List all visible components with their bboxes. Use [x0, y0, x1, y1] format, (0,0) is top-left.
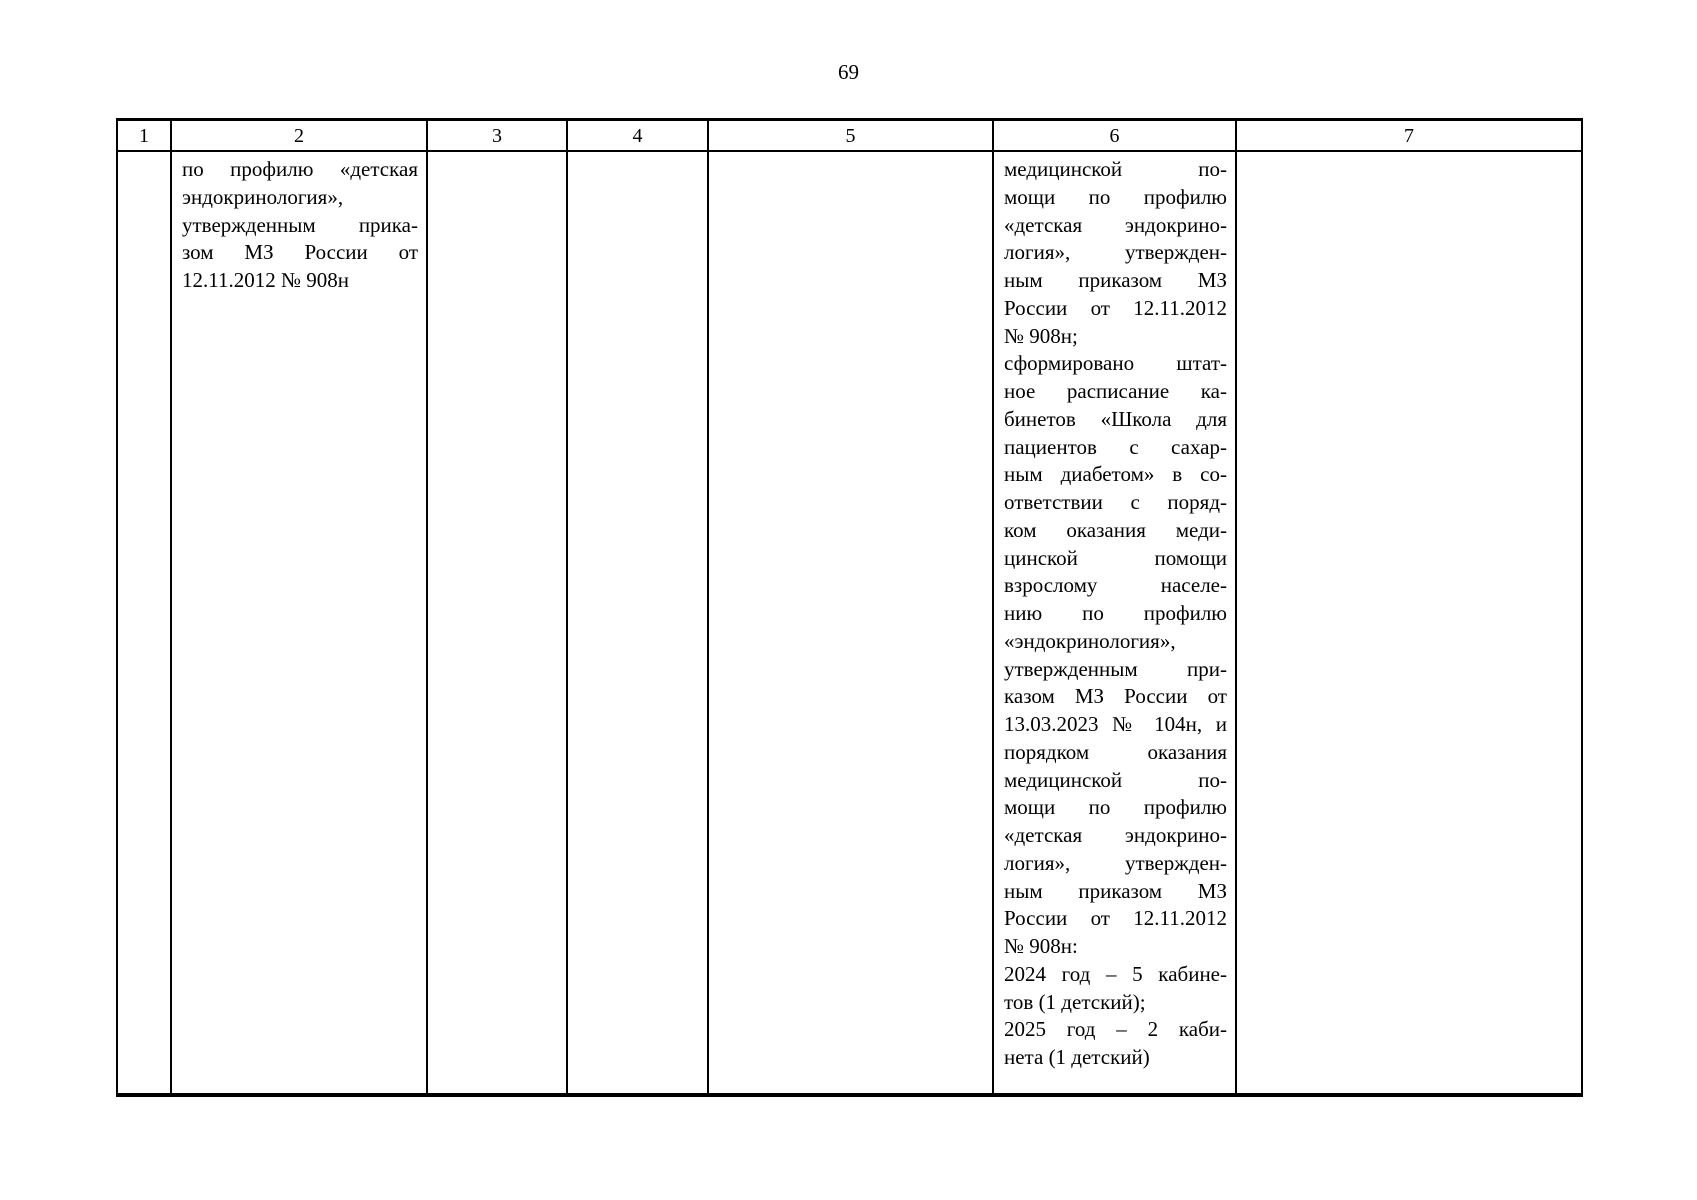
text-line: России от 12.11.2012	[1004, 906, 1227, 931]
text-line: № 908н;	[1004, 323, 1078, 348]
text-line: сформировано штат-	[1004, 351, 1227, 376]
text-line: мощи по профилю	[1004, 184, 1227, 209]
text-line: «эндокринология»,	[1004, 628, 1176, 653]
text-line: ным приказом МЗ	[1004, 268, 1227, 292]
text-line: зом МЗ России от	[182, 240, 418, 265]
text-line: утвержденным прика-	[182, 212, 418, 237]
text-line: «детская эндокрино-	[1004, 823, 1227, 847]
text-line: нета (1 детский)	[1004, 1045, 1150, 1069]
table-cell-col-5	[709, 152, 994, 1093]
table-header-col-6: 6	[994, 121, 1237, 152]
text-line: логия», утвержден-	[1004, 240, 1227, 265]
page-number: 69	[838, 60, 859, 84]
table-cell-col-2	[172, 152, 428, 1093]
text-line: медицинской по-	[1004, 767, 1227, 792]
table-header-col-2: 2	[172, 121, 428, 152]
text-line: логия», утвержден-	[1004, 850, 1227, 875]
table-cell-col-7	[1237, 152, 1581, 1093]
text-line: утвержденным при-	[1004, 656, 1227, 681]
table-cell-col-6	[994, 152, 1237, 1093]
table-cell-col-3	[428, 152, 568, 1093]
table-header-col-4: 4	[568, 121, 709, 152]
text-line: 2024 год – 5 кабине-	[1004, 961, 1227, 986]
table-cell-col-4	[568, 152, 709, 1093]
text-line: 2025 год – 2 каби-	[1004, 1017, 1227, 1042]
text-line: эндокринология»,	[182, 184, 344, 209]
text-line: мощи по профилю	[1004, 795, 1227, 820]
text-line: пациентов с сахар-	[1004, 434, 1227, 459]
text-line: «детская эндокрино-	[1004, 212, 1227, 237]
text-line: порядком оказания	[1004, 739, 1227, 764]
table-header-col-7: 7	[1237, 121, 1581, 152]
text-line: ным диабетом» в со-	[1004, 462, 1227, 487]
text-line: тов (1 детский);	[1004, 989, 1146, 1014]
table-header-col-1: 1	[118, 121, 172, 152]
data-table	[116, 118, 1583, 1097]
text-line: по профилю «детская	[182, 157, 418, 181]
text-line: России от 12.11.2012	[1004, 295, 1227, 320]
text-line: цинской помощи	[1004, 545, 1227, 570]
table-header-col-5: 5	[709, 121, 994, 152]
text-line: нию по профилю	[1004, 601, 1227, 625]
text-line: ное расписание ка-	[1004, 379, 1227, 403]
table-header-col-3: 3	[428, 121, 568, 152]
text-line: ответствии с поряд-	[1004, 490, 1227, 514]
text-line: взрослому населе-	[1004, 573, 1227, 598]
table-cell-col-1	[118, 152, 172, 1093]
text-line: 12.11.2012 № 908н	[182, 268, 349, 292]
text-line: медицинской по-	[1004, 157, 1227, 181]
text-line: казом МЗ России от	[1004, 684, 1227, 709]
text-line: ным приказом МЗ	[1004, 878, 1227, 903]
text-line: ком оказания меди-	[1004, 517, 1227, 542]
text-line: бинетов «Школа для	[1004, 406, 1227, 431]
text-line: 13.03.2023 № 104н, и	[1004, 712, 1227, 736]
text-line: № 908н:	[1004, 934, 1078, 958]
